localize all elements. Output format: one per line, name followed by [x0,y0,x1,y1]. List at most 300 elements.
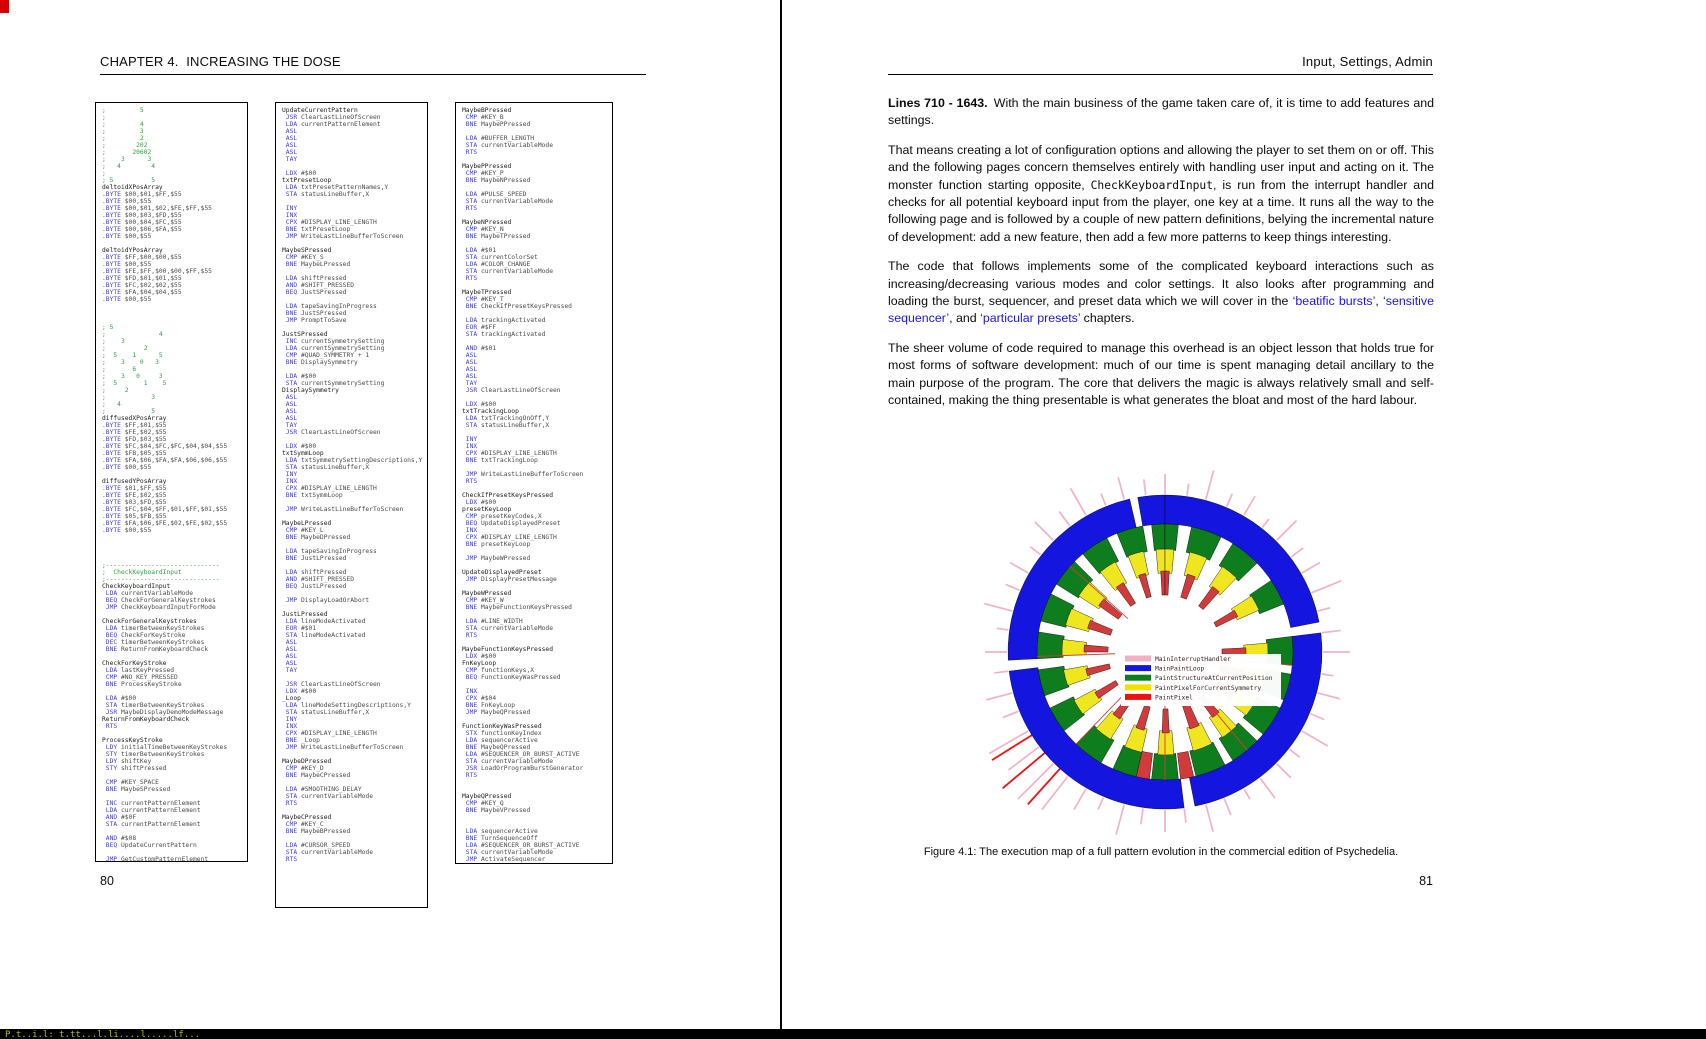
code-line: _Loop [282,695,301,702]
code-line: AND #$08 [105,835,137,842]
legend-label: PaintPixelForCurrentSymmetry [1155,684,1262,692]
code-line: FnKeyLoop [462,660,497,667]
code-line: ASL [465,352,478,359]
code-line: txtPresetLoop [282,177,332,184]
code-line [282,807,421,814]
code-line: ;------------------------------ [102,562,220,569]
code-line [282,240,421,247]
code-line: STA currentVariableMode [465,198,553,205]
chapter-link[interactable]: ‘sensitive sequencer’ [888,294,1434,326]
paragraph [888,258,1434,328]
code-line: .BYTE $03,$FD,$55 [102,499,167,506]
code-line: LDA tapeSavingInProgress [285,303,377,310]
code-line: JSR ClearLastLineOfScreen [285,681,381,688]
code-line: LDA sequencerActive [465,737,538,744]
code-line: deltoidYPosArray [102,247,163,254]
code-line: INY [285,471,298,478]
legend-swatch [1125,675,1151,681]
code-line [282,436,421,443]
code-line: ASL [285,142,298,149]
code-line: LDA tapeSavingInProgress [285,548,377,555]
code-line: .BYTE $00,$55 [102,261,152,268]
code-line: BNE ReturnFromKeyboardCheck [105,646,209,653]
corner-marker [0,0,9,13]
code-line: MaybePPressed [462,163,512,170]
code-line: .BYTE $FC,$04,$FF,$01,$FF,$01,$55 [102,506,228,513]
code-line: AND #SHIFT_PRESSED [285,282,355,289]
code-line [462,786,606,793]
code-line: presetKeyLoop [462,506,512,513]
status-bar [0,1029,1706,1039]
code-line: LDA #$00 [285,373,317,380]
code-line: JMP DisplayLoadOrAbort [285,597,370,604]
code-line: LDA timerBetweenKeyStrokes [105,625,205,632]
code-line: STA currentVariableMode [465,758,553,765]
code-line: TAY [465,380,478,387]
code-line: CPX #DISPLAY_LINE_LENGTH [465,450,557,457]
code-line: ; 4 [102,331,163,338]
code-line: .BYTE $00,$01,$FF,$55 [102,191,182,198]
code-line [282,541,421,548]
code-line: LDA currentPatternElement [285,121,381,128]
code-line [462,429,606,436]
code-line: RTS [465,632,478,639]
code-line: CPX #DISPLAY_LINE_LENGTH [465,534,557,541]
code-line: JSR ClearLastLineOfScreen [465,387,561,394]
code-line: STA currentVariableMode [465,625,553,632]
code-line: BNE txtPresetLoop [285,226,351,233]
code-line: ASL [465,373,478,380]
code-line [282,296,421,303]
legend-label: PaintPixel [1155,694,1193,702]
code-line: LDA lineModeActivated [285,618,366,625]
code-line [282,513,421,520]
code-line [102,849,241,856]
body-text [888,95,1434,422]
code-line: LDA #COLOR_CHANGE [465,261,531,268]
code-line: CMP #KEY_W [465,597,504,604]
code-line [462,821,606,828]
code-line: LDA lineModeSettingDescriptions,Y [285,702,411,709]
code-line: ; 4 4 [102,163,156,170]
code-line: .BYTE $FB,$05,$55 [102,450,167,457]
legend-swatch [1125,656,1151,662]
code-line: CheckForKeyStroke [102,660,167,667]
code-line: ASL [285,128,298,135]
code-line: BEQ FunctionKeyWasPressed [465,674,561,681]
code-line [282,604,421,611]
code-line: STA currentVariableMode [465,849,553,856]
code-line: ; 5 1 5 [102,380,167,387]
code-line: LDA trackingActivated [465,317,546,324]
code-line [462,485,606,492]
code-line: BNE CheckIfPresetKeysPressed [465,303,572,310]
code-line: BNE ProcessKeyStroke [105,681,182,688]
code-line: TAY [285,156,298,163]
code-line: ; 6 [102,366,137,373]
code-line: INX [465,527,478,534]
code-line [462,212,606,219]
code-line [462,128,606,135]
code-line [462,814,606,821]
code-line: CMP #KEY_SPACE [105,779,159,786]
code-line: BNE TurnSequenceOff [465,835,538,842]
code-line: BNE MaybeLPressed [285,261,351,268]
code-line: INX [465,443,478,450]
legend-swatch [1125,684,1151,690]
code-line: MaybeDPressed [282,758,332,765]
code-line [282,499,421,506]
code-line: ; 2 [102,135,144,142]
code-line: RTS [465,478,478,485]
code-listing-column-1 [95,102,248,862]
code-line: LDA #SEQUENCER_OR_BURST_ACTIVE [465,842,580,849]
code-line: INC currentPatternElement [105,800,201,807]
code-line: ;------------------------------ [102,576,220,583]
code-line: .BYTE $01,$FF,$55 [102,485,167,492]
code-line: txtSymmLoop [282,450,324,457]
code-line: RTS [465,205,478,212]
code-line: BEQ JustLPressed [285,583,347,590]
code-line: STA statusLineBuffer,X [285,191,370,198]
code-line [102,471,241,478]
code-line [282,163,421,170]
code-line: BNE MaybeFunctionKeysPressed [465,604,572,611]
code-line [102,730,241,737]
code-line: .BYTE $FE,$02,$55 [102,429,167,436]
code-line: CPX #DISPLAY_LINE_LENGTH [285,485,377,492]
code-line: ; 2 [102,387,129,394]
code-line: .BYTE $00,$55 [102,233,152,240]
code-line: RTS [465,772,478,779]
code-line: .BYTE $FA,$06,$FE,$02,$FE,$02,$55 [102,520,228,527]
code-line: AND #SHIFT_PRESSED [285,576,355,583]
code-line: txtTrackingLoop [462,408,519,415]
code-line: CMP #KEY_Q [465,800,504,807]
code-line: STA currentVariableMode [285,849,373,856]
code-line: .BYTE $00,$03,$FD,$55 [102,212,182,219]
code-line: CMP #KEY_T [465,296,504,303]
page-number-right: 81 [1419,874,1433,888]
code-line: CMP #KEY_N [465,226,504,233]
code-line: INX [465,688,478,695]
code-line: CheckKeyboardInput [102,583,171,590]
code-line: ASL [285,646,298,653]
code-line: .BYTE $00,$04,$FC,$55 [102,219,182,226]
code-line: BNE presetKeyLoop [465,541,531,548]
code-line: LDA currentVariableMode [105,590,193,597]
code-line: BEQ JustSPressed [285,289,347,296]
code-line: BNE txtTrackingLoop [465,457,538,464]
code-line [282,674,421,681]
code-line: .BYTE $FE,$02,$55 [102,492,167,499]
legend-swatch [1125,665,1151,671]
code-line [462,779,606,786]
code-line: JustLPressed [282,611,328,618]
code-line [102,303,241,310]
code-line [462,310,606,317]
code-line: ; CheckKeyboardInput [102,569,182,576]
code-line: STA currentSymmetrySetting [285,380,385,387]
code-line [462,548,606,555]
code-line: STA currentVariableMode [465,142,553,149]
code-line: ; 202 [102,142,148,149]
code-line: JSR LoadOrProgramBurstGenerator [465,765,584,772]
code-listing-column-3 [455,102,613,864]
code-line: BEQ UpdateDisplayedPreset [465,520,561,527]
legend-label: MainInterruptHandler [1155,656,1231,663]
code-line: JMP CheckKeyboardInputForMode [105,604,216,611]
code-line: ; 2 [102,345,148,352]
code-line: STA trackingActivated [465,331,546,338]
code-line [462,394,606,401]
code-line: TAY [285,422,298,429]
code-line: BNE JustSPressed [285,310,347,317]
text-run: The sheer volume of code required to manage this overhead is an object lesson that holds true for most forms of software development: much of our time is spent managing detail ancillary to the main purpose of the program. The core that delivers the magic is always relatively small and self-contained, making the thing presentable is what generates the bloat and most of the hard labour. [888,340,1434,408]
code-line: ; 3 3 [102,156,152,163]
code-line: CMP presetKeyCodes,X [465,513,542,520]
code-line: ; 3 0 3 [102,359,159,366]
code-line: AND #$01 [465,345,497,352]
chapter-link[interactable]: ‘particular presets’ [980,311,1081,326]
code-line: .BYTE $00,$55 [102,464,152,471]
code-line: LDX #$00 [465,401,497,408]
code-line: ; 5 [102,324,114,331]
inline-code: CheckKeyboardInput [1090,178,1214,192]
code-line [462,184,606,191]
code-line: BNE MaybeQPressed [465,744,531,751]
code-line: BNE DisplaySymmetry [285,359,358,366]
code-line [462,611,606,618]
code-line: EOR #$FF [465,324,497,331]
code-line: JMP WriteLastLineBufferToScreen [465,471,584,478]
code-line: BEQ CheckForGeneralKeystrokes [105,597,216,604]
code-line: LDA #CURSOR_SPEED [285,842,351,849]
code-line: JMP GetCustomPatternElement [105,856,209,862]
execution-map-svg [955,455,1375,855]
code-line: DisplaySymmetry [282,387,339,394]
code-line: JMP WriteLastLineBufferToScreen [285,744,404,751]
code-line: ASL [285,149,298,156]
left-page-header: CHAPTER 4. INCREASING THE DOSE [100,54,341,69]
code-line [102,317,241,324]
code-line: AND #$0F [105,814,137,821]
code-line: MaybeWPressed [462,590,512,597]
code-line [462,464,606,471]
text-run: , and [949,311,981,326]
code-line: STA currentColorSet [465,254,538,261]
code-line: ASL [465,366,478,373]
code-line: .BYTE $FA,$06,$FA,$FA,$06,$06,$55 [102,457,228,464]
left-header-rule [100,74,646,75]
code-line: CMP #NO_KEY_PRESSED [105,674,178,681]
code-line [462,240,606,247]
code-line: BEQ UpdateCurrentPattern [105,842,197,849]
code-line: .BYTE $00,$55 [102,296,152,303]
code-line: LDA shiftPressed [285,569,347,576]
code-line [282,779,421,786]
code-line: BNE MaybeSPressed [105,786,171,793]
code-line [462,282,606,289]
code-line [102,828,241,835]
code-line: .BYTE $FC,$02,$02,$55 [102,282,182,289]
execution-map-figure [955,455,1375,855]
code-line: JSR ClearLastLineOfScreen [285,429,381,436]
code-line: CMP #QUAD_SYMMETRY + 1 [285,352,370,359]
code-line: JMP WriteLastLineBufferToScreen [285,506,404,513]
code-line: ASL [285,653,298,660]
code-line: MaybeBPressed [462,107,512,114]
code-listing-column-2 [275,102,428,908]
page-divider [780,0,782,1029]
code-line: BNE txtSymmLoop [285,492,343,499]
code-line: MaybeLPressed [282,520,332,527]
code-line: ; [102,170,106,177]
text-run: That means creating a lot of configuration options and allowing the player to set them on or off. This and the following pages concern themselves entirely with handling user input and acting on it. The monster function starting opposite, [888,142,1434,192]
code-line: INX [285,212,298,219]
code-line: LDA #LINE_WIDTH [465,618,523,625]
code-line: MaybeSPressed [282,247,332,254]
code-line: ; 3 [102,338,125,345]
code-line: STA currentVariableMode [465,268,553,275]
code-line [102,555,241,562]
code-line [102,240,241,247]
code-line: EOR #$01 [285,625,317,632]
code-line: RTS [285,856,298,863]
code-line: MaybeQPressed [462,793,512,800]
code-line: LDA currentSymmetrySetting [285,345,385,352]
code-line: RTS [105,723,118,730]
code-line: diffusedYPosArray [102,478,167,485]
code-line: JMP PromptToSave [285,317,347,324]
code-line [282,590,421,597]
code-line: LDA #SEQUENCER_OR_BURST_ACTIVE [465,751,580,758]
code-line: .BYTE $05,$FB,$55 [102,513,167,520]
code-line: LDX #$00 [465,653,497,660]
code-line [462,716,606,723]
code-line [462,156,606,163]
code-line [462,681,606,688]
code-line: INY [465,436,478,443]
code-line: ASL [285,408,298,415]
code-line [102,688,241,695]
code-line: STA lineModeActivated [285,632,366,639]
code-line: CMP #KEY_C [285,821,324,828]
paragraph [888,95,1434,130]
code-line: INY [285,205,298,212]
code-line [282,198,421,205]
code-line: STY timerBetweenKeyStrokes [105,751,205,758]
code-line: ; 4 [102,401,121,408]
code-line: LDA #PULSE_SPEED [465,191,527,198]
code-line: ; 4 [102,121,144,128]
code-line: deltoidXPosArray [102,184,163,191]
code-line [102,653,241,660]
code-line: INX [285,723,298,730]
code-line [462,338,606,345]
code-line: .BYTE $FE,$FF,$00,$00,$FF,$55 [102,268,212,275]
legend-label: MainPaintLoop [1155,665,1205,673]
code-line [282,562,421,569]
code-line [282,268,421,275]
code-line: LDA #$01 [465,247,497,254]
code-line: JustSPressed [282,331,328,338]
code-line: ASL [465,359,478,366]
code-line: ASL [285,639,298,646]
code-line: ReturnFromKeyboardCheck [102,716,190,723]
code-line: ; 5 [102,408,156,415]
code-line: STA currentVariableMode [285,793,373,800]
code-line: CheckForGeneralKeystrokes [102,618,197,625]
chapter-link[interactable]: ‘beatific bursts’ [1292,294,1376,309]
code-line [102,611,241,618]
code-line: ; 5 5 [102,177,156,184]
code-line: ASL [285,415,298,422]
code-line: ; 3 [102,394,156,401]
code-line: BNE MaybeVPressed [465,807,531,814]
code-line: LDA txtPresetPatternNames,Y [285,184,389,191]
code-line [282,366,421,373]
code-line: ASL [285,135,298,142]
code-line: CPX #DISPLAY_LINE_LENGTH [285,730,377,737]
right-page-header: Input, Settings, Admin [1302,54,1433,69]
code-line: RTS [465,149,478,156]
code-line: BNE MaybeDPressed [285,534,351,541]
text-run: , [1375,294,1384,309]
code-line [102,534,241,541]
code-line: ASL [285,660,298,667]
code-line: ; 20602 [102,149,152,156]
page-number-left: 80 [100,874,114,888]
code-line: ; 3 0 3 [102,373,163,380]
code-line: ; 3 [102,128,144,135]
paragraph [888,142,1434,246]
code-line: LDA sequencerActive [465,828,538,835]
code-line: JMP MaybeWPressed [465,555,531,562]
code-line: CPX #DISPLAY_LINE_LENGTH [285,219,377,226]
code-line: FunctionKeyWasPressed [462,723,542,730]
code-line: CheckIfPresetKeysPressed [462,492,553,499]
code-line: .BYTE $FD,$01,$01,$55 [102,275,182,282]
code-line: DEC timerBetweenKeyStrokes [105,639,205,646]
code-line: CMP #KEY_D [285,765,324,772]
code-line [462,639,606,646]
figure-caption: Figure 4.1: The execution map of a full pattern evolution in the commercial edition of Psychedelia. [923,846,1399,858]
code-line: UpdateDisplayedPreset [462,569,542,576]
code-line: BNE MaybeNPressed [465,177,531,184]
code-line: CMP functionKeys,X [465,667,535,674]
code-line: RTS [465,275,478,282]
code-line: JSR ClearLastLineOfScreen [285,114,381,121]
code-line: LDA #SMOOTHING_DELAY [285,786,362,793]
code-line [102,310,241,317]
code-line: .BYTE $FF,$01,$55 [102,422,167,429]
code-line: .BYTE $FD,$03,$55 [102,436,167,443]
code-line: MaybeCPressed [282,814,332,821]
text-run: With the main business of the game taken care of, it is time to add features and settings. [888,96,1434,128]
code-line: .BYTE $00,$55 [102,527,152,534]
code-line [102,772,241,779]
code-line: MaybeFunctionKeysPressed [462,646,553,653]
code-line [102,541,241,548]
text-run: The code that follows implements some of the complicated keyboard interactions such as increasing/decreasing various modes and color settings. It also looks after programming and loading the burst, sequencer, and preset data which we will cover in the [888,259,1434,309]
code-line: STA currentPatternElement [105,821,201,828]
code-line: JSR MaybeDisplayDemoModeMessage [105,709,224,716]
legend-swatch [1125,694,1151,700]
text-run: chapters. [1080,311,1135,326]
code-line: MaybeNPressed [462,219,512,226]
code-line: STY shiftPressed [105,765,167,772]
